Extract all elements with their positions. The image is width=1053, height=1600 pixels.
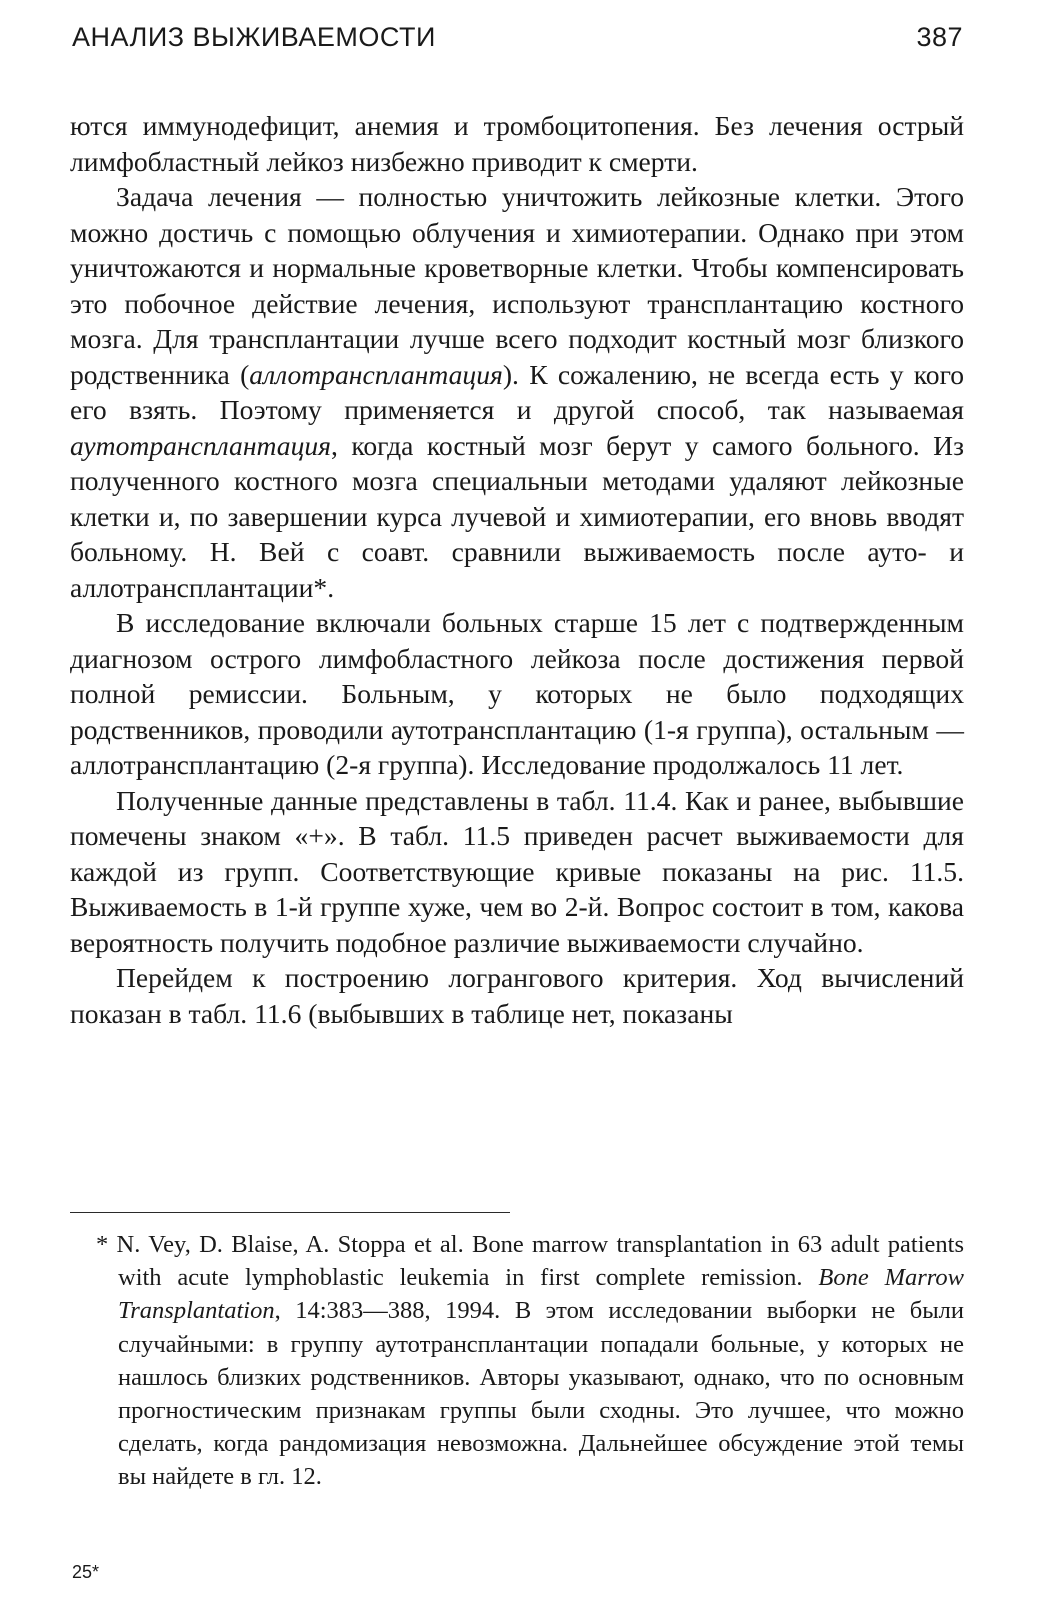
footnote <box>96 1228 965 1494</box>
main-text <box>70 108 964 1031</box>
paragraph-3-text: В исследование включали больных старше 15 лет с подтвержденным диагнозом острого лимфобластного лейкоза после достижения первой полной ремиссии. Больным, у которых не было подходящих родственников, проводили аутотрансплантацию (1-я группа), остальным — аллотрансплантацию (2-я группа). Исследование продолжалось 11 лет. <box>70 607 964 780</box>
paragraph-1-text: ются иммунодефицит, анемия и тромбоцитопения. Без лечения острый лимфобластный лейкоз низбежно приводит к смерти. <box>70 110 964 177</box>
footnote-text <box>96 1228 965 1494</box>
paragraph-1 <box>70 108 964 179</box>
paragraph-5-text: Перейдем к построению логрангового критерия. Ход вычислений показан в табл. 11.6 (выбывших в таблице нет, показаны <box>70 962 964 1029</box>
signature-mark: 25* <box>72 1562 100 1582</box>
term-autotransplantation: аутотрансплантация <box>70 429 331 461</box>
paragraph-4-text: Полученные данные представлены в табл. 11.4. Как и ранее, выбывшие помечены знаком «+». В табл. 11.5 приведен расчет выживаемости для каждой из групп. Соответствующие кривые показаны на рис. 11.5. Выживаемость в 1-й группе хуже, чем во 2-й. Вопрос состоит в том, какова вероятность получить подобное различие выживаемости случайно. <box>70 784 964 958</box>
paragraph-2-text-b: ). К сожалению, не всегда есть у кого его взять. Поэтому применяется и другой способ, так называемая <box>70 358 964 425</box>
paragraph-5 <box>70 960 964 1031</box>
paragraph-2-text-c: , когда костный мозг берут у самого больного. Из полученного костного мозга специальныи методами удаляют лейкозные клетки и, по завершении курса лучевой и химиотерапии, его вновь вводят больному. Н. Вей с соавт. сравнили выживаемость после ауто- и аллотрансплантации*. <box>70 429 964 603</box>
paragraph-4 <box>70 783 964 961</box>
paragraph-2-text-a: Задача лечения — полностью уничтожить лейкозные клетки. Этого можно достичь с помощью облучения и химиотерапии. Однако при этом уничтожаются и нормальные кроветворные клетки. Чтобы компенсировать это побочное действие лечения, используют трансплантацию костного мозга. Для трансплантации лучше всего подходит костный мозг близкого родственника ( <box>70 181 964 390</box>
footnote-part-2: , 14:383—388, 1994. В этом исследовании выборки не были случайными: в группу аутотрансплантации попадали больные, у которых не нашлось близких родственников. Авторы указывают, однако, что по основным прогностическим признакам группы были сходны. Это лучшее, что можно сделать, когда рандомизация невозможна. Дальнейшее обсуждение этой темы вы найдете в гл. 12. <box>118 1297 964 1491</box>
paragraph-2 <box>70 179 964 605</box>
running-title: АНАЛИЗ ВЫЖИВАЕМОСТИ <box>72 22 436 52</box>
running-header <box>72 22 963 58</box>
footnote-part-1: * N. Vey, D. Blaise, A. Stoppa et al. Bone marrow transplantation in 63 adult patients with acute lymphoblastic leukemia in first complete remission. <box>96 1231 964 1292</box>
footnote-journal: Bone Marrow Transplantation <box>118 1264 965 1325</box>
page-number: 387 <box>916 22 963 52</box>
term-allotransplantation: аллотрансплантация <box>249 358 503 390</box>
paragraph-3 <box>70 605 964 783</box>
footnote-divider <box>70 1212 510 1213</box>
